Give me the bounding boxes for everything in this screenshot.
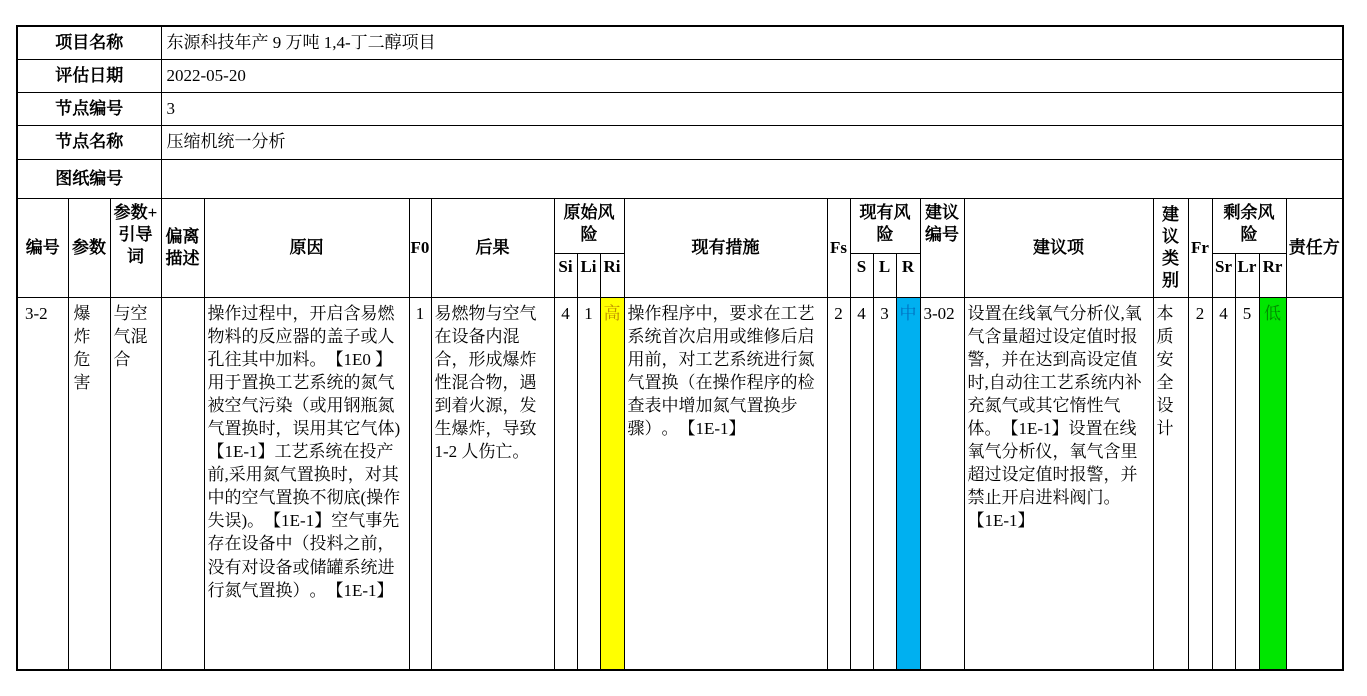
recommendation-category-cell: 本质安全设计 (1153, 297, 1188, 670)
initial-risk-ri-cell: 高 (600, 297, 624, 670)
col-header-deviation: 偏离描述 (161, 198, 204, 297)
hazop-table (16, 25, 1344, 671)
fr-cell: 2 (1188, 297, 1212, 670)
col-header-parameter: 参数 (68, 198, 110, 297)
col-header-consequence: 后果 (431, 198, 554, 297)
col-header-r: R (896, 253, 920, 297)
col-header-current-risk: 现有风险 (850, 198, 920, 253)
residual-risk-sr-cell: 4 (1212, 297, 1235, 670)
recommendation-cell: 设置在线氧气分析仪,氧气含量超过设定值时报警，并在达到高设定值时,自动往工艺系统内补充氮气或其它惰性气体。【1E-1】设置在线氧气分析仪，氧气含里超过设定值时报警，并禁止开启进料阀门。【1E-1】 (964, 297, 1153, 670)
deviation-cell (161, 297, 204, 670)
f0-cell: 1 (409, 297, 431, 670)
col-header-lr: Lr (1235, 253, 1259, 297)
current-risk-s-cell: 4 (850, 297, 873, 670)
node-id-value: 3 (161, 92, 1343, 125)
info-row-drawing-no (17, 159, 1343, 198)
column-header-row (17, 198, 1343, 253)
row-id-cell: 3-2 (17, 297, 68, 670)
col-header-sr: Sr (1212, 253, 1235, 297)
col-header-fs: Fs (827, 198, 850, 297)
project-name-value: 东源科技年产 9 万吨 1,4-丁二醇项目 (161, 26, 1343, 59)
assessment-date-value: 2022-05-20 (161, 59, 1343, 92)
col-header-li: Li (577, 253, 600, 297)
residual-risk-rr-cell: 低 (1259, 297, 1286, 670)
param-guideword-cell: 与空气混合 (110, 297, 161, 670)
col-header-recommendation-id: 建议编号 (920, 198, 964, 297)
drawing-no-label: 图纸编号 (17, 159, 161, 198)
project-name-label: 项目名称 (17, 26, 161, 59)
info-row-assessment-date (17, 59, 1343, 92)
parameter-cell: 爆炸危害 (68, 297, 110, 670)
drawing-no-value (161, 159, 1343, 198)
node-name-value: 压缩机统一分析 (161, 125, 1343, 159)
assessment-date-label: 评估日期 (17, 59, 161, 92)
cause-cell: 操作过程中，开启含易燃物料的反应器的盖子或人孔往其中加料。【1E0 】用于置换工艺系统的氮气被空气污染（或用钢瓶氮气置换时，误用其它气体)【1E-1】工艺系统在投产前,采用氮气置换时，对其中的空气置换不彻底(操作失误)。【1E-1】空气事先存在设备中（投料之前，没有对设备或储罐系统进行氮气置换）。【1E-1】 (204, 297, 409, 670)
col-header-rr: Rr (1259, 253, 1286, 297)
residual-risk-lr-cell: 5 (1235, 297, 1259, 670)
col-header-param-guideword: 参数+引导词 (110, 198, 161, 297)
col-header-cause: 原因 (204, 198, 409, 297)
initial-risk-si-cell: 4 (554, 297, 577, 670)
col-header-si: Si (554, 253, 577, 297)
responsible-cell (1286, 297, 1343, 670)
current-risk-l-cell: 3 (873, 297, 896, 670)
col-header-residual-risk: 剩余风险 (1212, 198, 1286, 253)
col-header-s: S (850, 253, 873, 297)
col-header-f0: F0 (409, 198, 431, 297)
col-header-ri: Ri (600, 253, 624, 297)
info-row-project-name (17, 26, 1343, 59)
col-header-fr: Fr (1188, 198, 1212, 297)
node-name-label: 节点名称 (17, 125, 161, 159)
col-header-recommendation: 建议项 (964, 198, 1153, 297)
consequence-cell: 易燃物与空气在设备内混合，形成爆炸性混合物，遇到着火源，发生爆炸，导致1-2 人伤亡。 (431, 297, 554, 670)
col-header-l: L (873, 253, 896, 297)
recommendation-id-cell: 3-02 (920, 297, 964, 670)
col-header-recommendation-category: 建议类别 (1153, 198, 1188, 297)
fs-cell: 2 (827, 297, 850, 670)
table-row (17, 297, 1343, 670)
current-risk-r-cell: 中 (896, 297, 920, 670)
hazop-worksheet (16, 25, 1342, 671)
col-header-id: 编号 (17, 198, 68, 297)
info-row-node-id (17, 92, 1343, 125)
col-header-initial-risk: 原始风险 (554, 198, 624, 253)
node-id-label: 节点编号 (17, 92, 161, 125)
info-row-node-name (17, 125, 1343, 159)
col-header-responsible: 责任方 (1286, 198, 1343, 297)
existing-measures-cell: 操作程序中，要求在工艺系统首次启用或维修后启用前，对工艺系统进行氮气置换（在操作程序的检查表中增加氮气置换步骤）。【1E-1】 (624, 297, 827, 670)
initial-risk-li-cell: 1 (577, 297, 600, 670)
col-header-existing-measures: 现有措施 (624, 198, 827, 297)
